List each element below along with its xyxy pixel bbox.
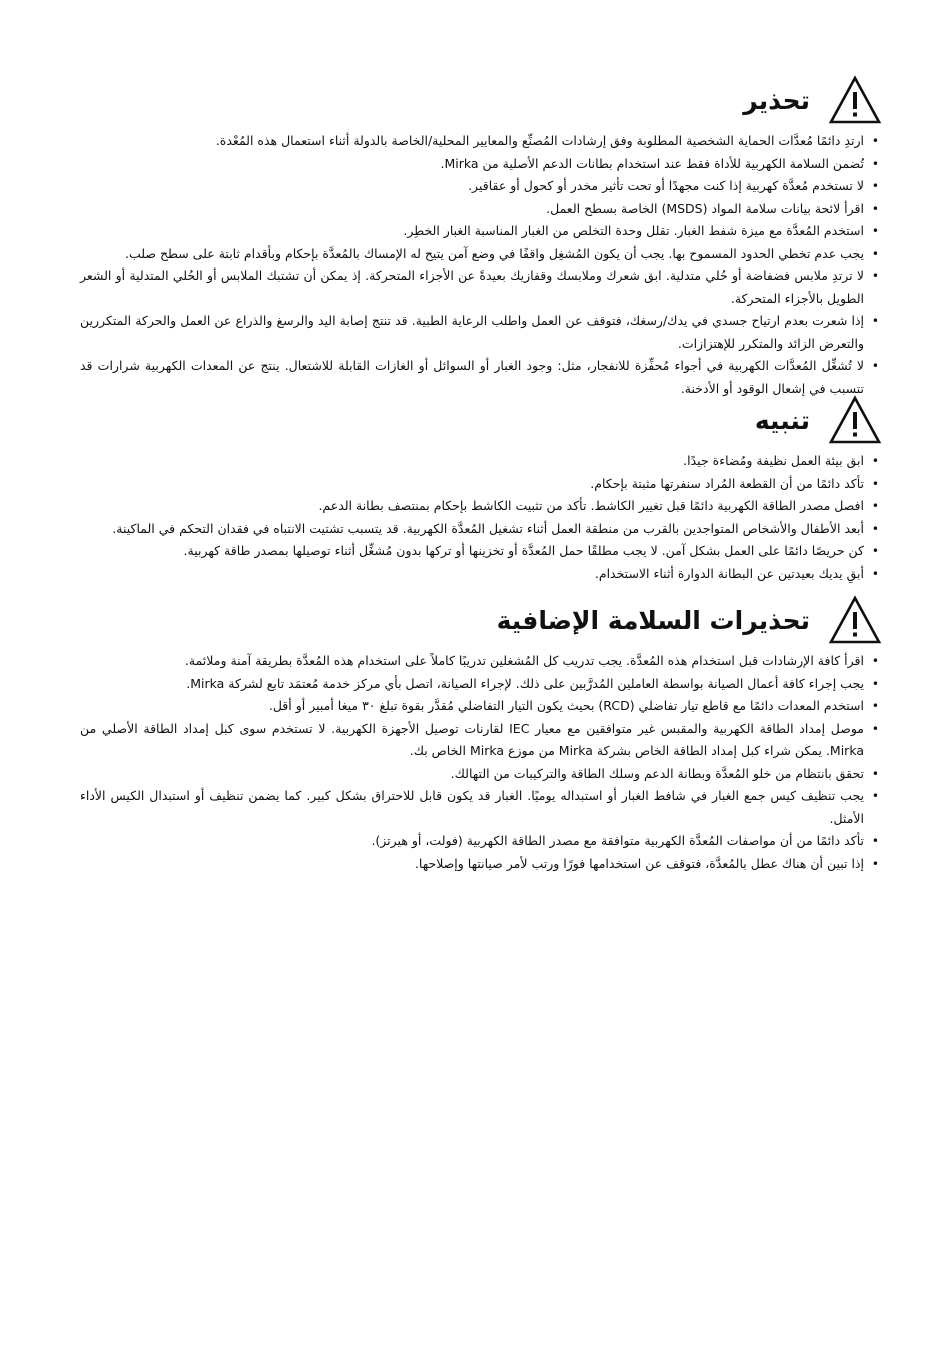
warning-triangle-icon — [828, 75, 882, 125]
list-item: • اقرأ كافة الإرشادات قبل استخدام هذه المُعدَّة. يجب تدريب كل المُشغلين تدريبًا كاملاً على استخدام هذه المُعدَّة بطريقة آمنة وملائمة. — [80, 650, 882, 673]
caution-list — [80, 450, 882, 585]
section-header — [80, 590, 882, 650]
warning-list — [80, 130, 882, 400]
list-item: • يجب عدم تخطي الحدود المسموح بها. يجب أن يكون المُشغِل واقفًا في وضع آمن يتيح له الإمساك بالمُعدَّة بإحكام وبأقدام ثابتة على سطح صلب. — [80, 243, 882, 266]
list-item: • يجب تنظيف كيس جمع الغبار في شافط الغبار أو استبداله يوميًا. الغبار قد يكون قابل للاحتراق بشكل كبير. كما يضمن تنظيف أو استبدال الكيس الأداء الأمثل. — [80, 785, 882, 830]
section-additional-safety — [80, 590, 882, 875]
list-item: • موصل إمداد الطاقة الكهربية والمقبس غير متوافقين مع معيار IEC لقارنات توصيل الأجهزة الكهربية. لا تستخدم سوى كبل إمداد الطاقة الأصلي من Mirka. يمكن شراء كبل إمداد الطاقة الخاص بشركة Mirka من موزع Mirka الخاص بك. — [80, 718, 882, 763]
list-item: • تحقق بانتظام من خلو المُعدَّة وبطانة الدعم وسلك الطاقة والتركيبات من التهالك. — [80, 763, 882, 786]
list-item: • تأكد دائمًا من أن القطعة المُراد سنفرتها مثبتة بإحكام. — [80, 473, 882, 496]
list-item: • اقرأ لائحة بيانات سلامة المواد (MSDS) الخاصة بسطح العمل. — [80, 198, 882, 221]
list-item: • ابق بيئة العمل نظيفة ومُضاءة جيدًا. — [80, 450, 882, 473]
section-warning — [80, 70, 882, 400]
list-item: • أبقِ يديك بعيدتين عن البطانة الدوارة أثناء الاستخدام. — [80, 563, 882, 586]
list-item: • يجب إجراء كافة أعمال الصيانة بواسطة العاملين المُدرَّبين على ذلك. لإجراء الصيانة، اتصل بأي مركز خدمة مُعتمَد تابع لشركة Mirka. — [80, 673, 882, 696]
warning-triangle-icon — [828, 595, 882, 645]
list-item: • لا تستخدم مُعدَّة كهربية إذا كنت مجهدًا أو تحت تأثير مخدر أو كحول أو عقاقير. — [80, 175, 882, 198]
section-title: تحذير — [743, 85, 810, 115]
section-title: تحذيرات السلامة الإضافية — [496, 605, 810, 635]
section-title: تنبيه — [754, 405, 810, 435]
section-caution — [80, 390, 882, 585]
list-item: • أبعد الأطفال والأشخاص المتواجدين بالقرب من منطقة العمل أثناء تشغيل المُعدَّة الكهربية. قد يتسبب تشتيت الانتباه في فقدان التحكم في الماكينة. — [80, 518, 882, 541]
list-item: • تُضمن السلامة الكهربية للأداة فقط عند استخدام بطانات الدعم الأصلية من Mirka. — [80, 153, 882, 176]
list-item: • إذا شعرت بعدم ارتياح جسدي في يدك/رسغك، فتوقف عن العمل واطلب الرعاية الطبية. قد تنتج إصابة اليد والرسغ والذراع عن العمل والحركة المتكررين والتعرض الزائد والمتكرر للإهتزازات. — [80, 310, 882, 355]
list-item: • استخدم المُعدَّة مع ميزة شفط الغبار. تقلل وحدة التخلص من الغبار المناسبة الغبار الخطِر. — [80, 220, 882, 243]
list-item: • استخدم المعدات دائمًا مع قاطع تيار تفاضلي (RCD) بحيث يكون التيار التفاضلي مُقدَّر بقوة تبلغ ٣٠ ميغا أمبير أو أقل. — [80, 695, 882, 718]
additional-safety-list — [80, 650, 882, 875]
list-item: • تأكد دائمًا من أن مواصفات المُعدَّة الكهربية متوافقة مع مصدر الطاقة الكهربية (فولت، أو هيرتز). — [80, 830, 882, 853]
section-header — [80, 390, 882, 450]
section-header — [80, 70, 882, 130]
list-item: • لا تُشغِّل المُعدَّات الكهربية في أجواء مُحفِّزة للانفجار، مثل: وجود الغبار أو السوائل أو الغازات القابلة للاشتعال. ينتج عن المعدات الكهربية شرارات قد تتسبب في إشعال الوقود أو الأدخنة. — [80, 355, 882, 400]
list-item: • لا ترتدِ ملابس فضفاضة أو حُلي متدلية. ابق شعرك وملابسك وقفازيك بعيدةً عن الأجزاء المتحركة. إذ يمكن أن تشتبك الملابس أو الحُلي المتدلية أو الشعر الطويل بالأجزاء المتحركة. — [80, 265, 882, 310]
list-item: • كن حريصًا دائمًا على العمل بشكل آمن. لا يجب مطلقًا حمل المُعدَّة أو تخزينها أو تركها بدون مُشغِّل أثناء توصيلها بمصدر طاقة كهربية. — [80, 540, 882, 563]
warning-triangle-icon — [828, 395, 882, 445]
list-item: • إذا تبين أن هناك عطل بالمُعدَّة، فتوقف عن استخدامها فورًا ورتب لأمر صيانتها وإصلاحها. — [80, 853, 882, 876]
list-item: • ارتدِ دائمًا مُعدَّات الحماية الشخصية المطلوبة وفق إرشادات المُصنِّع والمعايير المحلية/الخاصة بالدولة أثناء استعمال هذه المُعْدة. — [80, 130, 882, 153]
list-item: • افصل مصدر الطاقة الكهربية دائمًا قبل تغيير الكاشط. تأكد من تثبيت الكاشط بإحكام بمنتصف بطانة الدعم. — [80, 495, 882, 518]
